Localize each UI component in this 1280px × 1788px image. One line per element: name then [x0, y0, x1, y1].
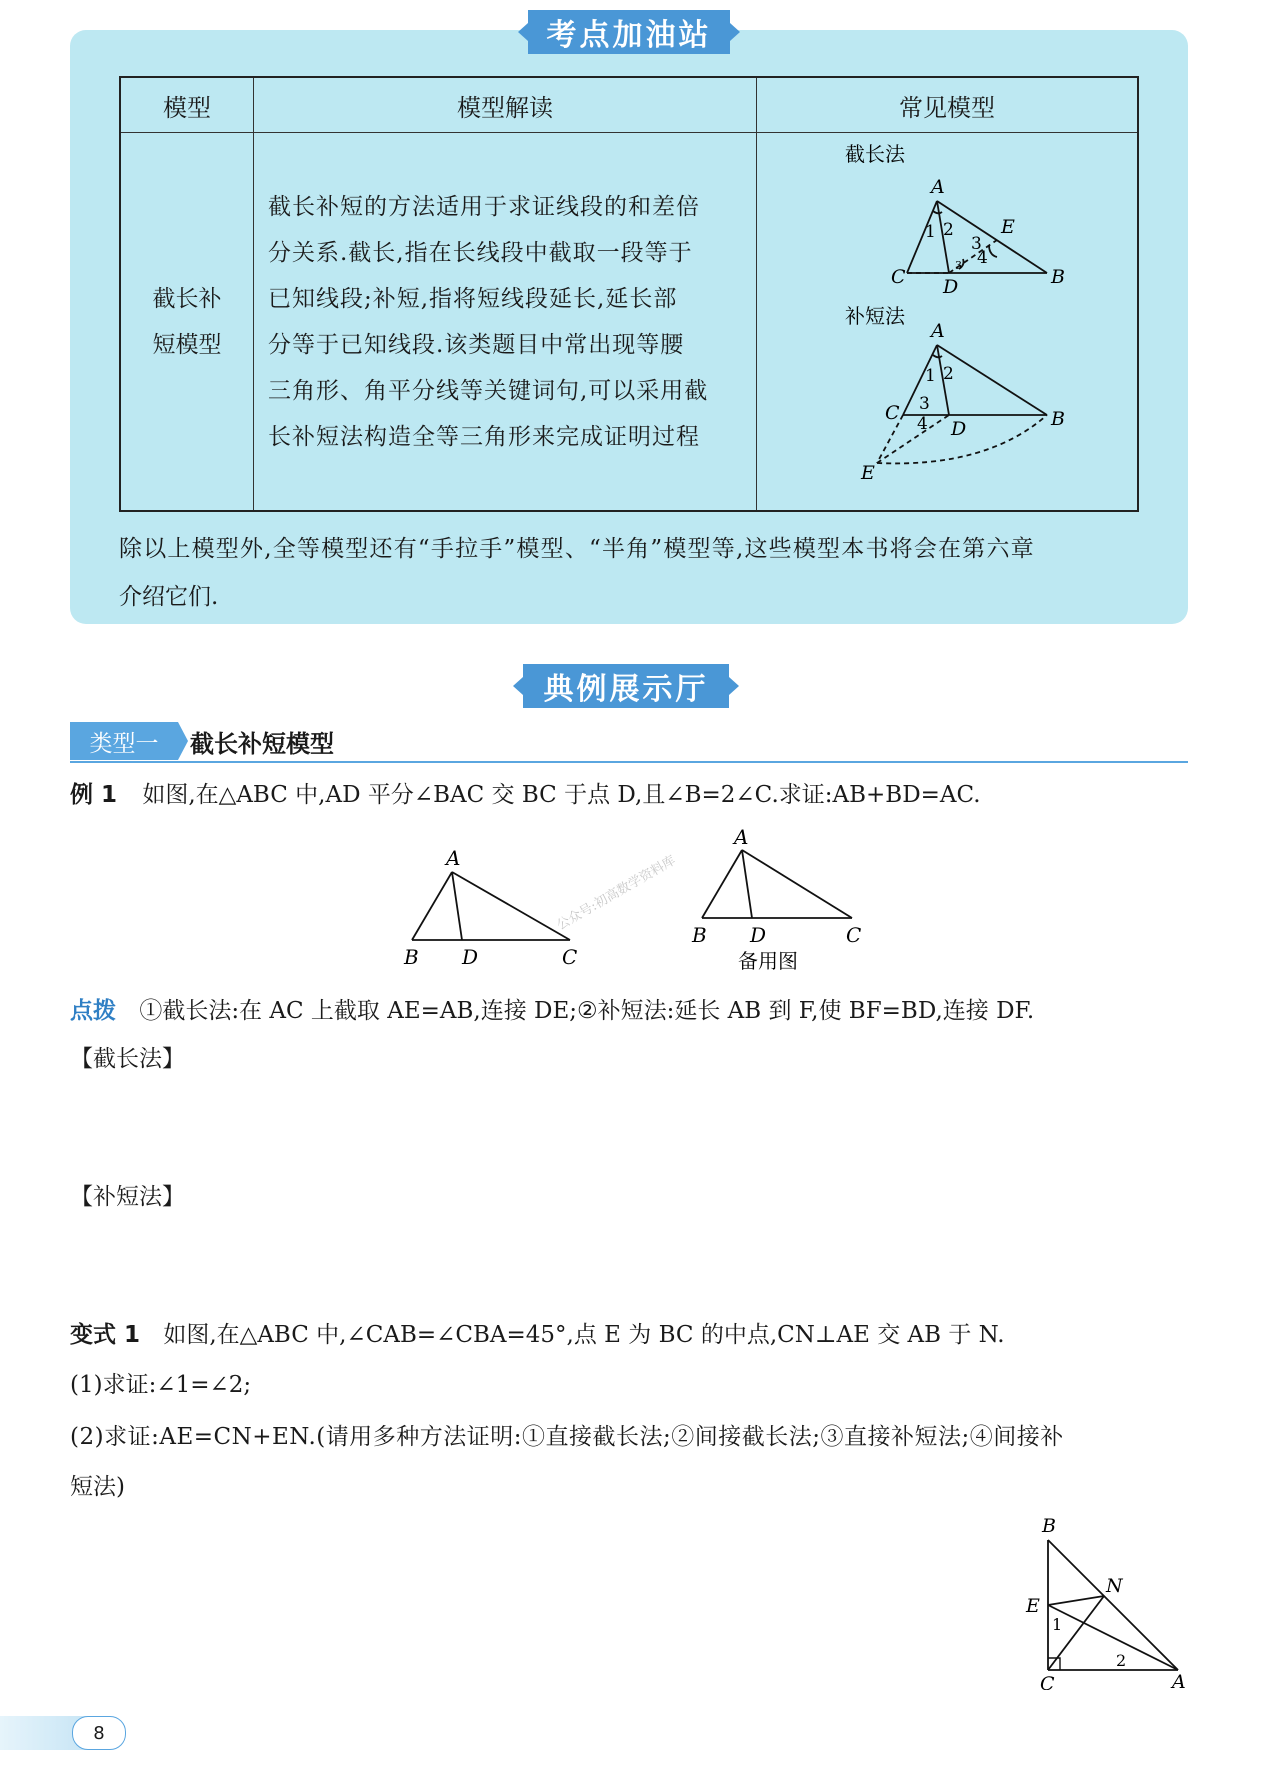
header-interpretation: 模型解读: [254, 77, 757, 133]
fig-label-extend: 补短法: [845, 304, 905, 328]
variant-1-figure: [1010, 1510, 1210, 1690]
segment-ad: [742, 850, 752, 918]
interpretation-line: 分关系.截长,指在长线段中截取一段等于: [268, 239, 693, 266]
table-row: [120, 133, 1138, 512]
interpretation-cell: [254, 133, 757, 512]
model-name-line: 短模型: [152, 331, 222, 358]
point-label: B: [1042, 1515, 1056, 1537]
angle-number: 3: [971, 234, 982, 254]
angle-arc: [933, 211, 942, 213]
point-label: A: [1172, 1671, 1186, 1690]
point-label: A: [734, 825, 749, 849]
point-label: D: [951, 418, 967, 440]
angle-number: 2: [943, 220, 954, 240]
section-title: 典例展示厅: [543, 672, 709, 707]
type-underline: [70, 761, 1188, 763]
interpretation-line: 长补短法构造全等三角形来完成证明过程: [268, 423, 700, 450]
header-model: 模型: [120, 77, 254, 133]
interpretation-line: 三角形、角平分线等关键词句,可以采用截: [268, 377, 709, 404]
interpretation-line: 已知线段;补短,指将短线段延长,延长部: [268, 285, 678, 312]
variant-1: [70, 1316, 1005, 1349]
segment-ba: [1048, 1540, 1178, 1670]
section-banner-examples: [523, 664, 729, 708]
example-1-figures: [390, 820, 890, 980]
example-label: 例 1: [70, 782, 118, 808]
point-label: E: [861, 462, 875, 484]
point-label: E: [1001, 216, 1015, 238]
section-banner-knowledge: [528, 10, 730, 54]
segment-ea: [1048, 1605, 1178, 1670]
point-label: C: [846, 923, 862, 947]
interpretation-line: 截长补短的方法适用于求证线段的和差倍: [268, 193, 700, 220]
page-number-label: 8: [93, 1722, 105, 1744]
variant-question-2: (2)求证:AE=CN+EN.(请用多种方法证明:①直接截长法;②间接截长法;③直接补短法;④间接补: [70, 1424, 1064, 1450]
angle-number: 3: [955, 259, 962, 272]
angle-number: 1: [925, 366, 936, 386]
point-label: C: [1040, 1673, 1055, 1690]
angle-arc: [933, 355, 942, 357]
figure-extend-short: [877, 345, 1047, 463]
type-tag-arrow: [178, 722, 188, 760]
fig-label-cut: 截长法: [845, 142, 905, 166]
segment-ab: [412, 872, 452, 940]
example-1: [70, 776, 981, 809]
point-label: C: [891, 266, 906, 288]
common-model-cell: [757, 133, 1139, 512]
angle-number: 2: [1116, 1651, 1127, 1670]
note-line: 介绍它们.: [119, 584, 219, 610]
triangle-backup: [702, 850, 852, 918]
section-title: 考点加油站: [546, 18, 712, 53]
hint-label: 点拨: [70, 998, 116, 1024]
variant-text: 如图,在△ABC 中,∠CAB=∠CBA=45°,点 E 为 BC 的中点,CN⊥AE 交 AB 于 N.: [163, 1322, 1005, 1348]
angle-number: 3: [919, 394, 930, 414]
angle-number: 1: [925, 222, 936, 242]
hint: [70, 992, 1034, 1025]
method-extend-short: 【补短法】: [70, 1184, 185, 1210]
segment-en: [1048, 1596, 1104, 1605]
page-number: [72, 1716, 126, 1750]
variant-question-2-cont: 短法): [70, 1474, 125, 1500]
method-cut-long: 【截长法】: [70, 1046, 185, 1072]
type-title: 截长补短模型: [190, 730, 334, 758]
point-label: E: [1026, 1595, 1040, 1617]
table-header-row: [120, 77, 1138, 133]
segment-ac: [452, 872, 570, 940]
model-name-line: 截长补: [152, 285, 222, 312]
point-label: D: [750, 923, 767, 947]
angle-number: 4: [977, 248, 988, 268]
point-label: B: [1051, 408, 1065, 430]
type-tag: [70, 722, 178, 760]
angle-number: 2: [943, 364, 954, 384]
point-label: N: [1106, 1575, 1123, 1597]
variant-question-1: (1)求证:∠1=∠2;: [70, 1372, 252, 1398]
note-line: 除以上模型外,全等模型还有“手拉手”模型、“半角”模型等,这些模型本书将会在第六章: [119, 536, 1035, 562]
point-label: A: [931, 320, 945, 342]
figure-extend-short-labels: [860, 320, 1065, 484]
model-table: [119, 76, 1139, 512]
angle-number: 4: [917, 414, 928, 434]
interpretation-line: 分等于已知线段.该类题目中常出现等腰: [268, 331, 685, 358]
point-label: B: [1051, 266, 1065, 288]
segment-ab: [702, 850, 742, 918]
point-label: C: [562, 945, 578, 969]
backup-caption: 备用图: [738, 949, 798, 973]
angle-number: 1: [1052, 1615, 1063, 1634]
point-label: D: [462, 945, 479, 969]
point-label: A: [931, 176, 945, 198]
watermark: 公众号:初高数学资料库: [554, 853, 679, 934]
segment-ac: [742, 850, 852, 918]
example-text: 如图,在△ABC 中,AD 平分∠BAC 交 BC 于点 D,且∠B=2∠C.求证:AB+BD=AC.: [142, 782, 981, 808]
header-common-model: 常见模型: [757, 77, 1139, 133]
point-label: D: [943, 276, 959, 298]
angle-arc: [989, 245, 997, 257]
hint-text: ①截长法:在 AC 上截取 AE=AB,连接 DE;②补短法:延长 AB 到 F,使 BF=BD,连接 DF.: [139, 998, 1035, 1024]
segment-ad: [452, 872, 462, 940]
model-name-cell: [120, 133, 254, 512]
triangle-main: [412, 872, 570, 940]
model-figures: [757, 133, 1137, 513]
point-label: B: [692, 923, 707, 947]
type-tag-label: 类型一: [89, 730, 159, 757]
point-label: C: [885, 402, 900, 424]
point-label: A: [446, 846, 461, 870]
variant-label: 变式 1: [70, 1322, 141, 1348]
point-label: B: [404, 945, 419, 969]
